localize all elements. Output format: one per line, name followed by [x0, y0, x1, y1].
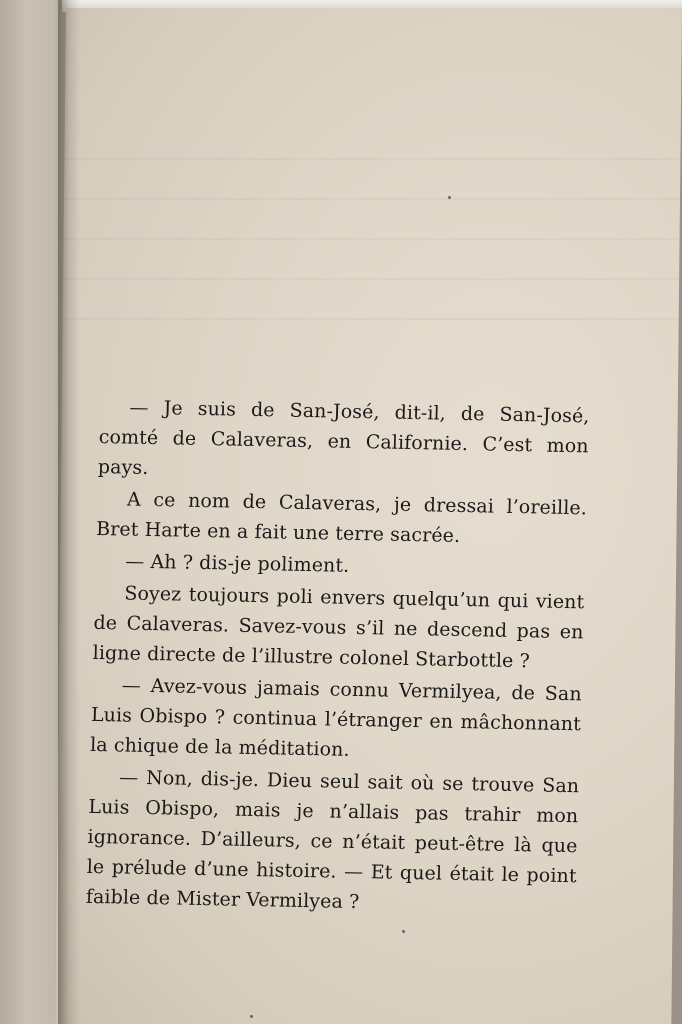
paragraph: — Non, dis-je. Dieu seul sait où se trouve San Luis Obispo, mais je n’allais pas trahir mon ignorance. D’ailleurs, ce n’était peut-être là que le prélude d’une histoire. — Et quel était le point faible de Mister Vermilyea ? — [85, 766, 580, 914]
book-gutter-shadow — [58, 0, 80, 1024]
paragraph: A ce nom de Calaveras, je dressai l’oreille. Bret Harte en a fait une terre sacrée. — [95, 488, 588, 547]
paragraph: — Ah ? dis-je poliment. — [124, 550, 350, 577]
page-text — [85, 392, 589, 921]
paragraph: — Je suis de San-José, dit-il, de San-José, comté de Calaveras, en Californie. C’est mon pays. — [97, 396, 590, 479]
paragraph: — Avez-vous jamais connu Vermilyea, de San Luis Obispo ? continua l’étranger en mâchonnant la chique de la méditation. — [89, 674, 583, 761]
paper-speck — [448, 196, 451, 199]
paragraph: Soyez toujours poli envers quelqu’un qui vient de Calaveras. Savez-vous s’il ne descend pas en ligne directe de l’illustre colonel Starbottle ? — [92, 582, 585, 673]
paper-speck — [250, 1015, 253, 1018]
paper-speck — [402, 930, 405, 933]
